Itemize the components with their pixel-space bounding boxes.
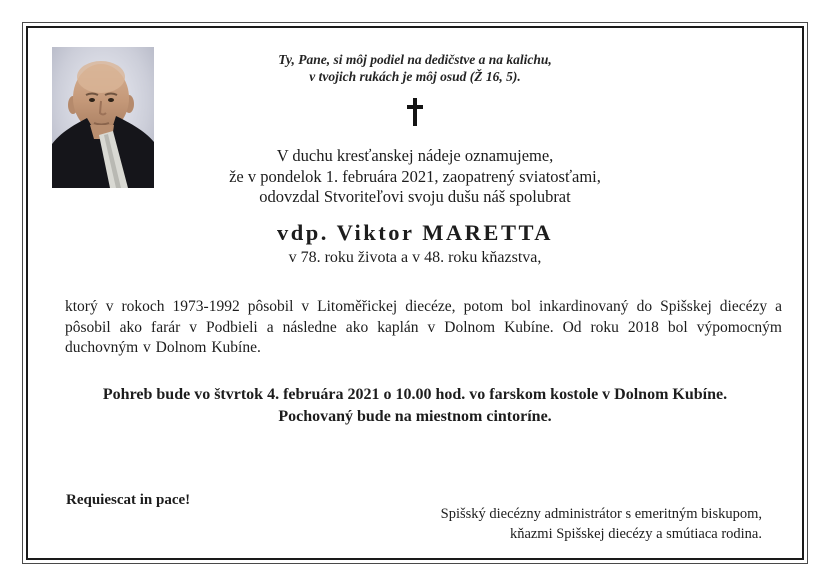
signature-line: kňazmi Spišskej diecézy a smútiaca rodina. bbox=[509, 525, 762, 542]
farewell-text: Requiescat in pace! bbox=[66, 492, 191, 508]
cross-vertical-bar bbox=[413, 98, 417, 126]
deceased-age-line: v 78. roku života a v 48. roku kňazstva, bbox=[288, 249, 542, 266]
card-outer-border bbox=[22, 22, 808, 564]
latin-cross-icon bbox=[407, 98, 423, 126]
funeral-info bbox=[28, 384, 802, 427]
deceased-name: vdp. Viktor MARETTA bbox=[276, 220, 554, 245]
signature-text bbox=[441, 505, 762, 544]
signature-line: Spišský diecézny administrátor s emeritným biskupom, bbox=[440, 506, 762, 522]
death-announcement bbox=[28, 146, 802, 208]
announcement-line: odovzdal Stvoriteľovi svoju dušu náš spolubrat bbox=[259, 187, 571, 206]
funeral-info-line: Pohreb bude vo štvrtok 4. februára 2021 o 10.00 hod. vo farskom kostole v Dolnom Kubíne. bbox=[102, 386, 728, 403]
scripture-quote-line: v tvojich rukách je môj osud (Ž 16, 5). bbox=[309, 68, 521, 84]
scripture-quote bbox=[28, 52, 802, 85]
announcement-line: V duchu kresťanskej nádeje oznamujeme, bbox=[276, 146, 554, 165]
funeral-info-line: Pochovaný bude na miestnom cintoríne. bbox=[278, 407, 552, 425]
cross-horizontal-bar bbox=[407, 105, 423, 109]
scripture-quote-line: Ty, Pane, si môj podiel na dedičstve a na kalichu, bbox=[278, 52, 552, 67]
biography-text: ktorý v rokoch 1973-1992 pôsobil v Litoměřickej diecéze, potom bol inkardinovaný do Spišskej diecézy a pôsobil ako farár v Podbieli a následne ako kaplán v Dolnom Kubíne. Od roku 2018 bol výpomocným duchovným v Dolnom Kubíne. bbox=[65, 298, 782, 356]
card-inner-border bbox=[26, 26, 804, 560]
announcement-line: že v pondelok 1. februára 2021, zaopatrený sviatosťami, bbox=[229, 166, 601, 186]
